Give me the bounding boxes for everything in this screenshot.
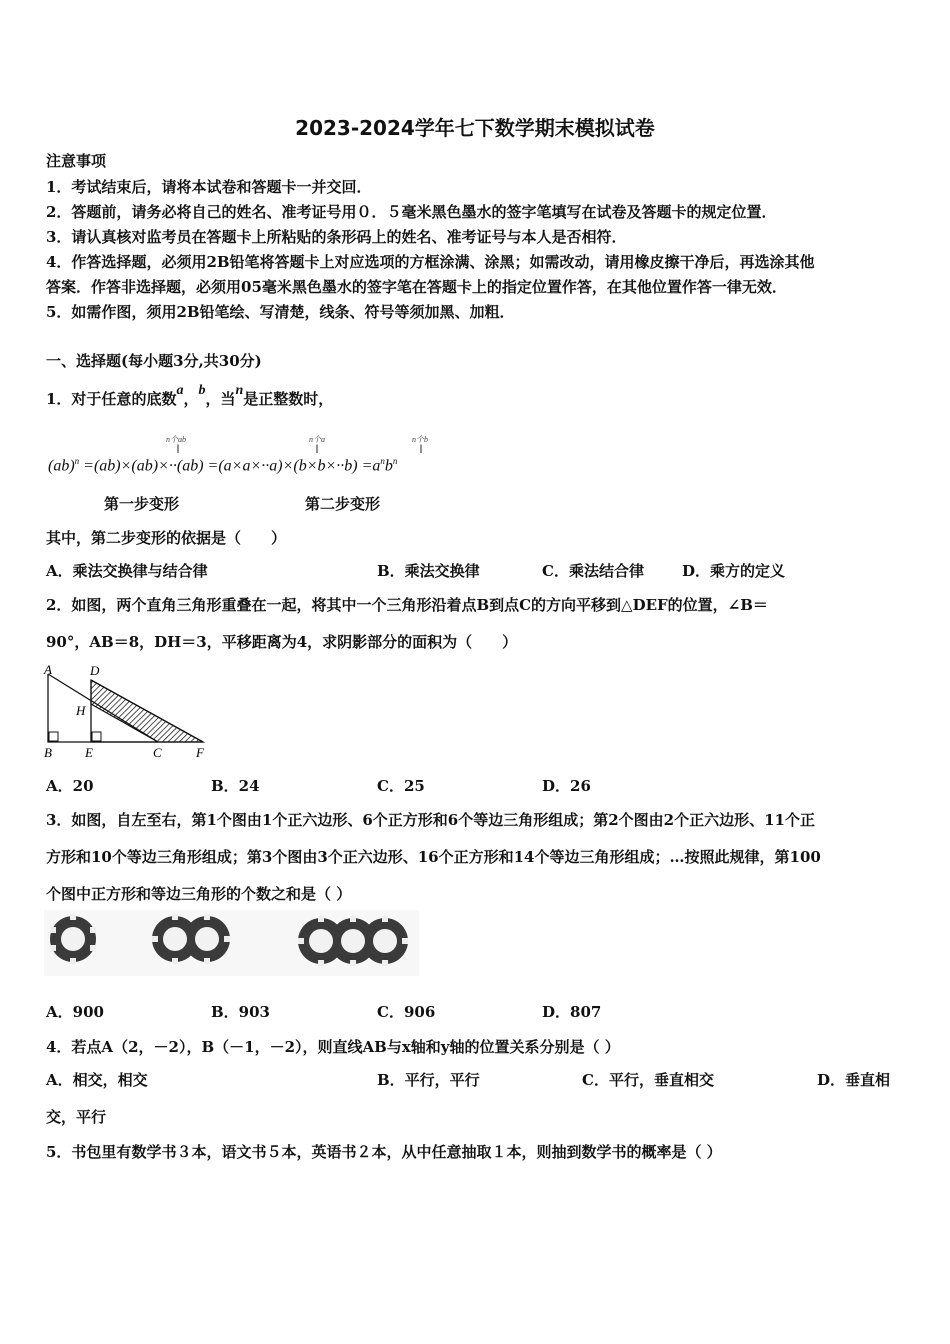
option-d[interactable]: D．乘方的定义	[682, 562, 786, 580]
brace-mark: ‖	[176, 444, 180, 453]
q1-stem-text: 1．对于任意的底数	[46, 390, 177, 408]
q1-sep: ，当	[205, 390, 236, 408]
step1-label: 第一步变形	[104, 495, 180, 513]
option-b[interactable]: B．乘法交换律	[377, 562, 480, 580]
q1-stem-text: 是正整数时，	[243, 390, 334, 408]
notice-item: 5．如需作图，须用2B铅笔绘、写清楚，线条、符号等须加黑、加粗．	[46, 303, 515, 321]
option-d[interactable]: D．26	[542, 777, 591, 795]
option-b[interactable]: B．24	[211, 777, 260, 795]
brace-mark: ‖	[315, 444, 319, 453]
option-c[interactable]: C．乘法结合律	[542, 562, 644, 580]
right-angle-b	[49, 732, 58, 741]
pattern-3	[298, 916, 408, 966]
q4-line1: 4．若点A（2，－2），B（－1，－2），则直线AB与x轴和y轴的位置关系分别是（ ）	[46, 1038, 620, 1056]
option-a[interactable]: A．900	[46, 1003, 104, 1021]
step2-label: 第二步变形	[305, 495, 381, 513]
option-c[interactable]: C．平行，垂直相交	[582, 1071, 714, 1089]
option-a[interactable]: A．20	[46, 777, 94, 795]
brace-mark: ‖	[419, 444, 423, 453]
label-d: D	[90, 663, 100, 678]
hexagon-pattern-figure	[44, 910, 419, 976]
q1-sep: ，	[183, 390, 199, 408]
option-d[interactable]: D．垂直相	[817, 1071, 891, 1089]
q1-question: 其中，第二步变形的依据是（ ）	[46, 529, 287, 547]
option-d[interactable]: D．807	[542, 1003, 602, 1021]
section-heading: 一、选择题(每小题3分,共30分)	[46, 352, 262, 370]
label-b: B	[44, 745, 52, 760]
label-e: E	[85, 745, 93, 760]
triangle-figure	[40, 660, 220, 760]
label-a: A	[44, 662, 52, 677]
notice-item: 1．考试结束后，请将本试卷和答题卡一并交回．	[46, 178, 372, 196]
label-c: C	[153, 745, 162, 760]
notice-item: 4．作答选择题，必须用2B铅笔将答题卡上对应选项的方框涂满、涂黑；如需改动，请用橡皮擦干净后，再选涂其他	[46, 253, 815, 271]
annotation-n-ab: n个ab	[166, 435, 186, 444]
option-a[interactable]: A．乘法交换律与结合律	[46, 562, 208, 580]
option-c[interactable]: C．906	[377, 1003, 436, 1021]
q2-line1: 2．如图，两个直角三角形重叠在一起，将其中一个三角形沿着点B到点C的方向平移到△DEF的位置，∠B＝	[46, 596, 768, 614]
label-f: F	[196, 745, 204, 760]
notice-item: 2．答题前，请务必将自己的姓名、准考证号用０．５毫米黑色墨水的签字笔填写在试卷及答题卡的规定位置．	[46, 203, 777, 221]
q2-line2: 90°，AB＝8，DH＝3，平移距离为4，求阴影部分的面积为（ ）	[46, 633, 518, 651]
q3-line3: 个图中正方形和等边三角形的个数之和是（ ）	[46, 885, 352, 903]
option-a[interactable]: A．相交，相交	[46, 1071, 148, 1089]
label-h: H	[76, 703, 86, 718]
var-a: a	[176, 383, 184, 398]
annotation-n-b: n个b	[412, 435, 428, 444]
var-b: b	[198, 383, 206, 398]
notice-heading: 注意事项	[46, 152, 107, 170]
q5-line1: 5．书包里有数学书３本，语文书５本，英语书２本，从中任意抽取１本，则抽到数学书的概率是（ ）	[46, 1143, 722, 1161]
option-b[interactable]: B．903	[211, 1003, 270, 1021]
option-c[interactable]: C．25	[377, 777, 425, 795]
option-b[interactable]: B．平行，平行	[377, 1071, 480, 1089]
notice-item: 3．请认真核对监考员在答题卡上所粘贴的条形码上的姓名、准考证号与本人是否相符．	[46, 228, 627, 246]
q3-line2: 方形和10个等边三角形组成；第3个图由3个正六边形、16个正方形和14个等边三角形组成；…按照此规律，第100	[46, 848, 821, 866]
var-n: n	[235, 383, 244, 398]
notice-item: 答案．作答非选择题，必须用05毫米黑色墨水的签字笔在答题卡上的指定位置作答，在其他位置作答一律无效．	[46, 278, 787, 296]
q1-stem	[46, 383, 334, 409]
q3-line1: 3．如图，自左至右，第1个图由1个正六边形、6个正方形和6个等边三角形组成；第2个图由2个正六边形、11个正	[46, 811, 815, 829]
right-angle-e	[92, 732, 101, 741]
formula: $(ab)^n =(ab)\times(ab)\times\cdot\cdot(ab) =(a\times a\times\cdot\cdot a)\times(b\times b\times\cdot\cdot b) =a^nb^n$	[48, 456, 398, 475]
option-d-wrap: 交，平行	[46, 1108, 107, 1126]
page-title: 2023-2024学年七下数学期末模拟试卷	[295, 116, 655, 140]
annotation-n-a: n个a	[309, 435, 325, 444]
